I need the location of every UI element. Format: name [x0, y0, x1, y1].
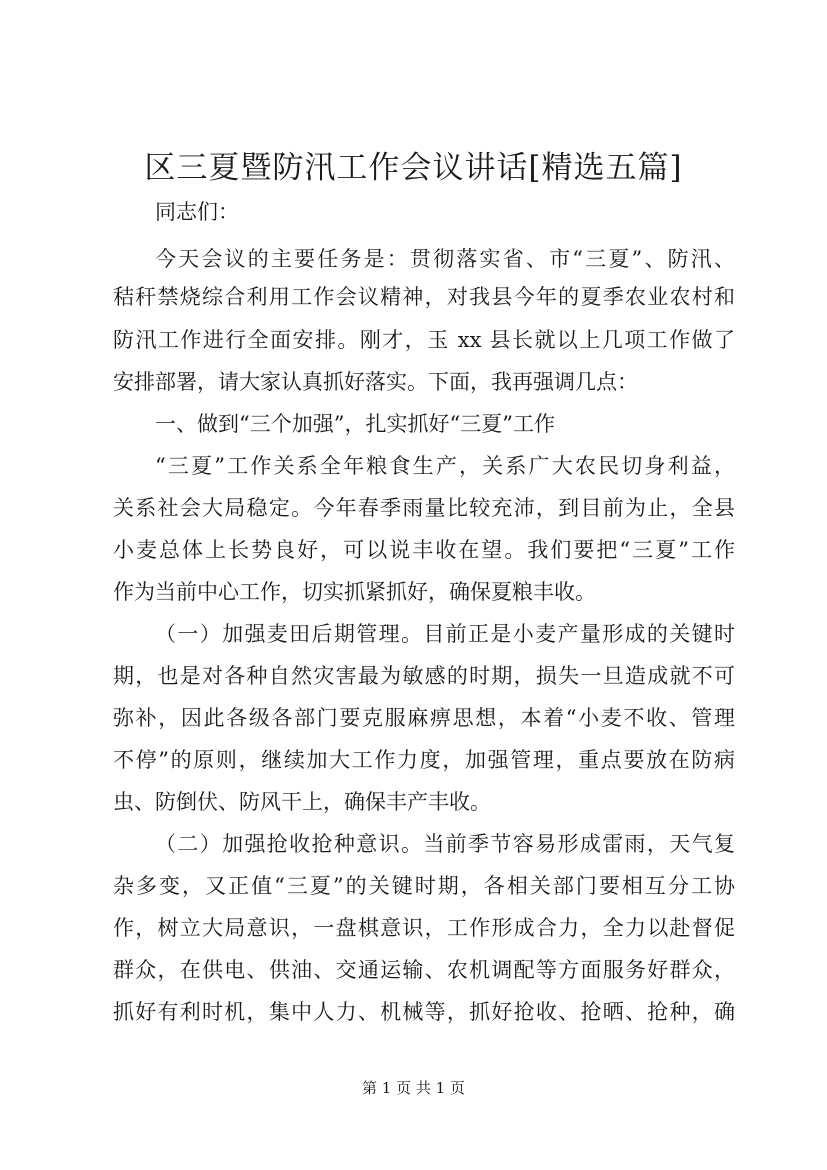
paragraph-line: 弥补，因此各级各部门要克服麻痹思想，本着“小麦不收、管理 [113, 706, 735, 730]
document-title: 区三夏暨防汛工作会议讲话[精选五篇] [144, 150, 683, 186]
paragraph-line: 防汛工作进行全面安排。刚才，玉 xx 县长就以上几项工作做了 [113, 328, 735, 352]
paragraph-line: 虫、防倒伏、防风干上，确保丰产丰收。 [113, 790, 491, 814]
paragraph-line: 抓好有利时机，集中人力、机械等，抓好抢收、抢晒、抢种，确 [113, 1000, 735, 1024]
paragraph-line: 小麦总体上长势良好，可以说丰收在望。我们要把“三夏”工作 [113, 538, 735, 562]
paragraph-line: 秸秆禁烧综合利用工作会议精神，对我县今年的夏季农业农村和 [113, 285, 735, 309]
section-heading: 一、做到“三个加强”，扎实抓好“三夏”工作 [155, 412, 555, 436]
paragraph-line: （一）加强麦田后期管理。目前正是小麦产量形成的关键时 [155, 622, 735, 646]
paragraph-line: 今天会议的主要任务是：贯彻落实省、市“三夏”、防汛、 [155, 247, 735, 271]
paragraph-line: 杂多变，又正值“三夏”的关键时期，各相关部门要相互分工协 [113, 874, 735, 898]
salutation: 同志们： [155, 200, 239, 224]
paragraph-line: 安排部署，请大家认真抓好落实。下面，我再强调几点： [113, 370, 638, 394]
paragraph-line: 期，也是对各种自然灾害最为敏感的时期，损失一旦造成就不可 [113, 664, 735, 688]
paragraph-line: “三夏”工作关系全年粮食生产，关系广大农民切身利益， [155, 454, 735, 478]
paragraph-line: （二）加强抢收抢种意识。当前季节容易形成雷雨，天气复 [155, 832, 735, 856]
paragraph-line: 作为当前中心工作，切实抓紧抓好，确保夏粮丰收。 [113, 580, 596, 604]
paragraph-line: 群众，在供电、供油、交通运输、农机调配等方面服务好群众， [113, 958, 735, 982]
paragraph-line: 关系社会大局稳定。今年春季雨量比较充沛，到目前为止，全县 [113, 496, 735, 520]
page-number-footer: 第 1 页 共 1 页 [362, 1079, 465, 1097]
paragraph-line: 作，树立大局意识，一盘棋意识，工作形成合力，全力以赴督促 [113, 916, 735, 940]
paragraph-line: 不停”的原则，继续加大工作力度，加强管理，重点要放在防病 [113, 748, 735, 772]
